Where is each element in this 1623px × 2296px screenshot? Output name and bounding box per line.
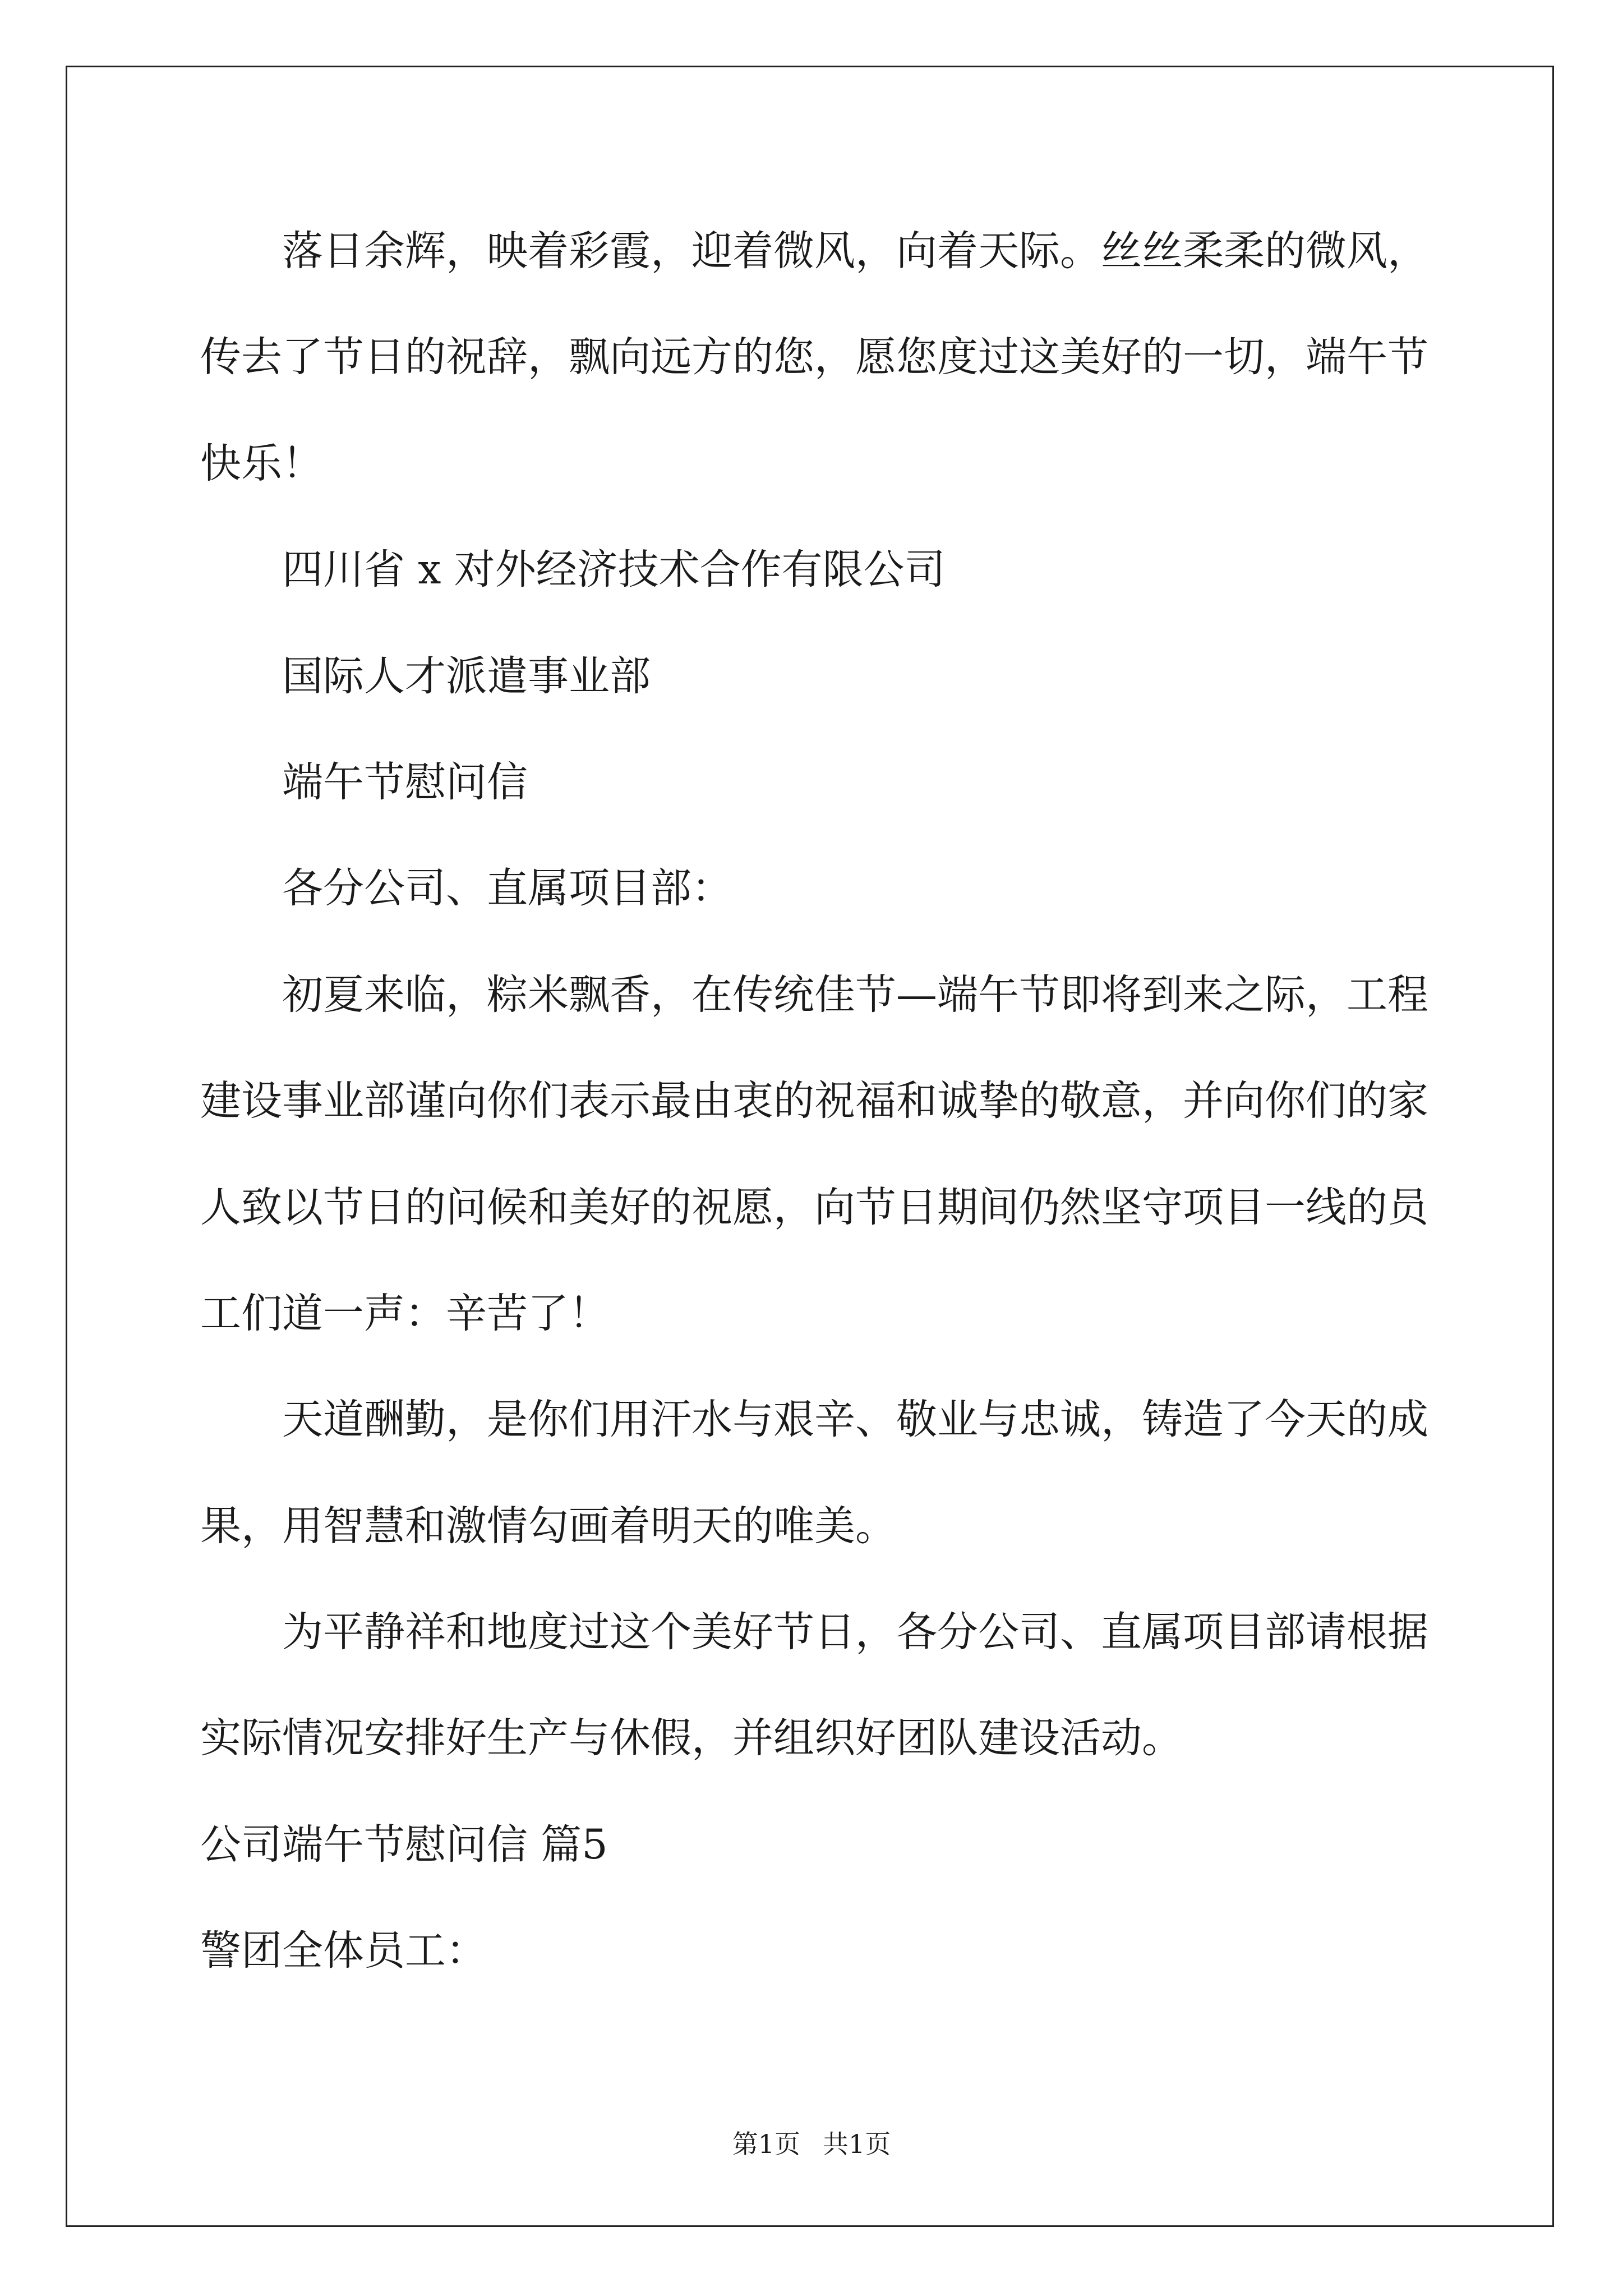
paragraph-line: 初夏来临，粽米飘香，在传统佳节—端午节即将到来之际，工程 — [282, 970, 1428, 1019]
paragraph-line: 为平静祥和地度过这个美好节日，各分公司、直属项目部请根据 — [282, 1608, 1428, 1657]
total-pages-label: 共1页 — [823, 2129, 891, 2159]
current-page-label: 第1页 — [732, 2129, 800, 2159]
paragraph-line: 快乐！ — [200, 439, 323, 487]
paragraph-line: 传去了节日的祝辞，飘向远方的您，愿您度过这美好的一切，端午节 — [200, 333, 1428, 381]
paragraph-line: 建设事业部谨向你们表示最由衷的祝福和诚挚的敬意，并向你们的家 — [200, 1077, 1428, 1125]
paragraph-line: 果，用智慧和激情勾画着明天的唯美。 — [200, 1502, 896, 1550]
salutation: 各分公司、直属项目部： — [282, 864, 732, 913]
department-name: 国际人才派遣事业部 — [282, 652, 651, 700]
document-body — [200, 198, 1434, 2004]
section-heading: 公司端午节慰问信 篇5 — [200, 1820, 608, 1869]
salutation: 警团全体员工： — [200, 1927, 487, 1975]
paragraph-line: 天道酬勤，是你们用汗水与艰辛、敬业与忠诚，铸造了今天的成 — [282, 1396, 1428, 1444]
letter-title: 端午节慰问信 — [282, 758, 528, 806]
paragraph-line: 工们道一声：辛苦了！ — [200, 1289, 610, 1337]
paragraph-line: 人致以节日的问候和美好的祝愿，向节日期间仍然坚守项目一线的员 — [200, 1183, 1428, 1231]
company-name: 四川省 x 对外经济技术合作有限公司 — [282, 546, 946, 594]
paragraph-line: 落日余辉，映着彩霞，迎着微风，向着天际。丝丝柔柔的微风， — [282, 227, 1428, 275]
paragraph-line: 实际情况安排好生产与休假，并组织好团队建设活动。 — [200, 1714, 1183, 1763]
page-footer — [0, 2126, 1623, 2162]
